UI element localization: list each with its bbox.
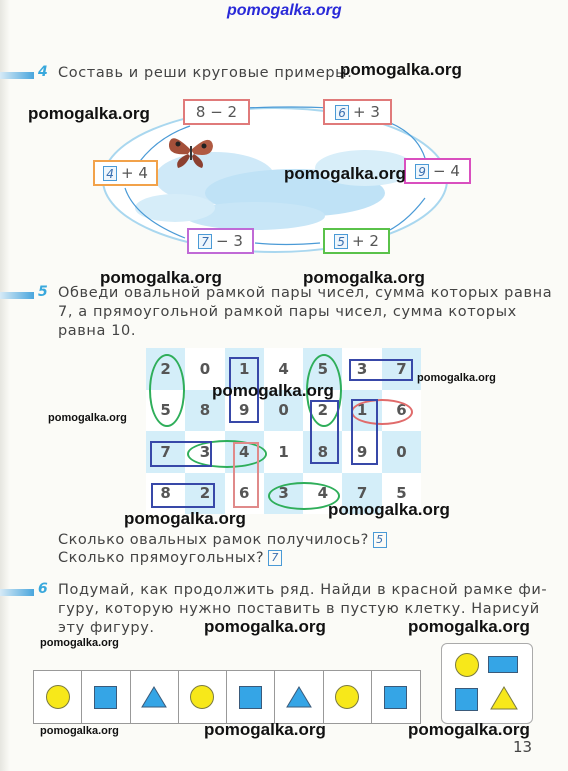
example-text: + 3 bbox=[353, 103, 380, 121]
grid-cell: 0 bbox=[264, 390, 303, 432]
circle-shape bbox=[190, 685, 214, 709]
example-text: + 2 bbox=[352, 232, 379, 250]
watermark: pomogalka.org bbox=[408, 720, 530, 739]
watermark: pomogalka.org bbox=[284, 164, 406, 183]
circle-shape bbox=[46, 685, 70, 709]
square-choice[interactable] bbox=[455, 688, 478, 711]
watermark: pomogalka.org bbox=[204, 720, 326, 739]
task-5-marker bbox=[0, 292, 34, 299]
circle-shape bbox=[335, 685, 359, 709]
triangle-shape bbox=[141, 686, 167, 708]
watermark: pomogalka.org bbox=[417, 372, 496, 384]
grid-cell: 2 bbox=[146, 348, 185, 390]
grid-cell: 5 bbox=[382, 473, 421, 515]
rect-frame bbox=[151, 483, 215, 508]
choice-frame bbox=[441, 643, 533, 724]
question-ovals-text: Сколько овальных рамок получилось? bbox=[58, 532, 369, 548]
task-6-number: 6 bbox=[38, 581, 48, 597]
rect-frame bbox=[351, 399, 378, 465]
example-text: 8 − 2 bbox=[195, 103, 238, 121]
grid-cell: 5 bbox=[303, 348, 342, 390]
shape-sequence bbox=[33, 670, 421, 724]
task-6-line-2: гуру, которую нужно поставить в пустую клетку. Нарисуй bbox=[58, 601, 540, 617]
grid-cell: 8 bbox=[146, 473, 185, 515]
butterfly-icon bbox=[166, 130, 216, 170]
grid-cell: 3 bbox=[185, 431, 224, 473]
grid-cell: 8 bbox=[185, 390, 224, 432]
sequence-cell bbox=[372, 671, 420, 723]
task-5-line-3: равна 10. bbox=[58, 323, 137, 339]
task-5-line-2: 7, а прямоугольной рамкой пары чисел, сумма которых bbox=[58, 304, 517, 320]
grid-cell: 5 bbox=[146, 390, 185, 432]
answer-ovals: 5 bbox=[373, 532, 387, 548]
grid-cell: 3 bbox=[264, 473, 303, 515]
grid-cell: 2 bbox=[185, 473, 224, 515]
page-margin bbox=[0, 0, 10, 771]
watermark: pomogalka.org bbox=[340, 60, 462, 79]
example-5-plus-2 bbox=[323, 228, 390, 254]
grid-cell: 7 bbox=[146, 431, 185, 473]
example-text: − 4 bbox=[433, 162, 460, 180]
task-4-number: 4 bbox=[38, 64, 48, 80]
watermark: pomogalka.org bbox=[212, 381, 334, 400]
answer-box: 7 bbox=[198, 234, 212, 249]
watermark-top: pomogalka.org bbox=[227, 2, 342, 19]
task-4-marker bbox=[0, 72, 34, 79]
task-5-number: 5 bbox=[38, 284, 48, 300]
task-6-marker bbox=[0, 589, 34, 596]
watermark: pomogalka.org bbox=[408, 617, 530, 636]
grid-cell: 1 bbox=[264, 431, 303, 473]
task-6-line-1: Подумай, как продолжить ряд. Найди в красной рамке фи- bbox=[58, 582, 548, 598]
grid-cell: 4 bbox=[225, 431, 264, 473]
sequence-cell bbox=[275, 671, 323, 723]
oval-frame bbox=[149, 354, 185, 427]
page-number: 13 bbox=[513, 738, 533, 756]
grid-cell: 8 bbox=[303, 431, 342, 473]
watermark: pomogalka.org bbox=[124, 509, 246, 528]
rect-frame bbox=[233, 442, 259, 508]
grid-cell: 2 bbox=[303, 390, 342, 432]
grid-cell: 6 bbox=[382, 390, 421, 432]
watermark: pomogalka.org bbox=[48, 412, 127, 424]
example-6-plus-3 bbox=[323, 99, 392, 125]
question-rects bbox=[58, 550, 282, 566]
rect-frame bbox=[310, 400, 339, 464]
example-9-minus-4 bbox=[404, 158, 471, 184]
watermark: pomogalka.org bbox=[204, 617, 326, 636]
question-ovals bbox=[58, 532, 387, 548]
example-text: + 4 bbox=[121, 164, 148, 182]
watermark: pomogalka.org bbox=[28, 104, 150, 123]
watermark: pomogalka.org bbox=[328, 500, 450, 519]
task-6-line-3: эту фигуру. bbox=[58, 620, 155, 636]
grid-cell: 3 bbox=[342, 348, 381, 390]
grid-cell: 0 bbox=[382, 431, 421, 473]
answer-box: 5 bbox=[334, 234, 348, 249]
task-5-line-1: Обведи овальной рамкой пары чисел, сумма которых равна bbox=[58, 285, 553, 301]
rect-frame bbox=[150, 441, 212, 467]
watermark: pomogalka.org bbox=[303, 268, 425, 287]
square-shape bbox=[94, 686, 117, 709]
grid-cell: 9 bbox=[225, 390, 264, 432]
example-text: − 3 bbox=[216, 232, 243, 250]
watermark: pomogalka.org bbox=[40, 637, 119, 649]
grid-cell: 0 bbox=[185, 348, 224, 390]
task-4-text: Составь и реши круговые примеры. bbox=[58, 65, 353, 81]
watermark: pomogalka.org bbox=[40, 725, 119, 737]
answer-box: 9 bbox=[415, 164, 429, 179]
sequence-cell bbox=[179, 671, 227, 723]
sequence-cell bbox=[34, 671, 82, 723]
grid-cell: 4 bbox=[303, 473, 342, 515]
circle-choice[interactable] bbox=[455, 653, 479, 677]
example-4-plus-4 bbox=[93, 160, 158, 186]
grid-cell: 9 bbox=[342, 431, 381, 473]
sequence-cell bbox=[82, 671, 130, 723]
answer-box: 6 bbox=[335, 105, 349, 120]
square-shape bbox=[239, 686, 262, 709]
answer-box: 4 bbox=[103, 166, 117, 181]
answer-rects: 7 bbox=[268, 550, 282, 566]
watermark: pomogalka.org bbox=[100, 268, 222, 287]
sequence-cell bbox=[227, 671, 275, 723]
grid-cell: 4 bbox=[264, 348, 303, 390]
triangle-shape bbox=[286, 686, 312, 708]
sequence-cell bbox=[324, 671, 372, 723]
grid-cell: 7 bbox=[342, 473, 381, 515]
rectangle-choice[interactable] bbox=[488, 656, 518, 673]
example-8-minus-2 bbox=[183, 99, 250, 125]
grid-cell: 1 bbox=[225, 348, 264, 390]
square-shape bbox=[384, 686, 407, 709]
grid-cell: 7 bbox=[382, 348, 421, 390]
example-7-minus-3 bbox=[187, 228, 254, 254]
sequence-cell bbox=[131, 671, 179, 723]
triangle-choice[interactable] bbox=[490, 686, 518, 710]
rect-frame bbox=[349, 359, 413, 381]
question-rects-text: Сколько прямоугольных? bbox=[58, 550, 265, 566]
grid-cell: 1 bbox=[342, 390, 381, 432]
grid-cell: 6 bbox=[225, 473, 264, 515]
